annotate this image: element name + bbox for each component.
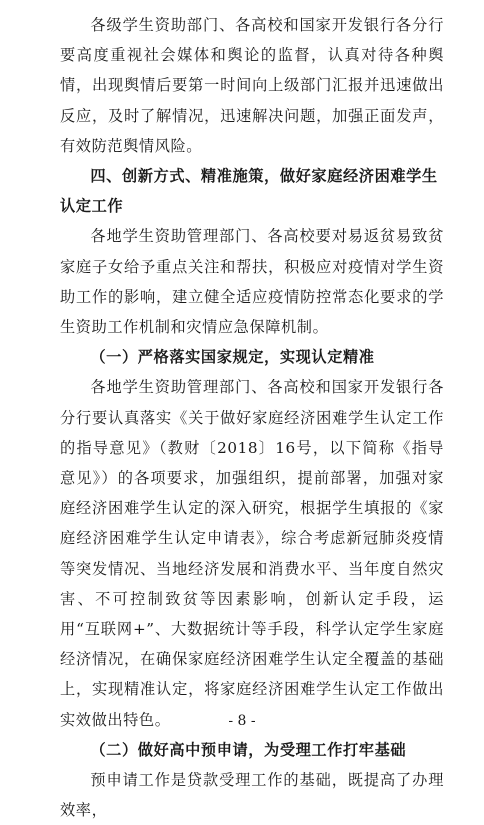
paragraph-public-opinion: 各级学生资助部门、各高校和国家开发银行各分行要高度重视社会媒体和舆论的监督，认真对待各种舆情，出现舆情后要第一时间向上级部门汇报并迅速做出反应，及时了解情况，迅速解决问题，加强正面发声，有效防范舆情风险。	[60, 16, 444, 155]
document-body	[60, 10, 444, 825]
paragraph-accurate-identification: 各地学生资助管理部门、各高校和国家开发银行各分行要认真落实《关于做好家庭经济困难学生认定工作的指导意见》（教财〔2018〕16号，以下简称《指导意见》）的各项要求，加强组织，提前部署，加强对家庭经济困难学生认定的深入研究，根据学生填报的《家庭经济困难学生认定申请表》，综合考虑新冠肺炎疫情等突发情况、当地经济发展和消费水平、当年度自然灾害、不可控制致贫等因素影响，创新认定手段，运用“互联网+”、大数据统计等手段，科学认定学生家庭经济情况，在确保家庭经济困难学生认定全覆盖的基础上，实现精准认定，将家庭经济困难学生认定工作做出实效做出特色。	[60, 378, 444, 729]
page-number: - 8 -	[228, 713, 256, 729]
subheading-two: （二）做好高中预申请，为受理工作打牢基础	[90, 740, 407, 759]
section-heading-four: 四、创新方式、精准施策，做好家庭经济困难学生认定工作	[60, 167, 438, 216]
paragraph-pre-application: 预申请工作是贷款受理工作的基础，既提高了办理效率，	[60, 771, 444, 820]
subheading-one: （一）严格落实国家规定，实现认定精准	[90, 348, 375, 367]
paragraph-focus-support: 各地学生资助管理部门、各高校要对易返贫易致贫家庭子女给予重点关注和帮扶，积极应对疫情对学生资助工作的影响，建立健全适应疫情防控常态化要求的学生资助工作机制和灾情应急保障机制。	[60, 227, 444, 337]
